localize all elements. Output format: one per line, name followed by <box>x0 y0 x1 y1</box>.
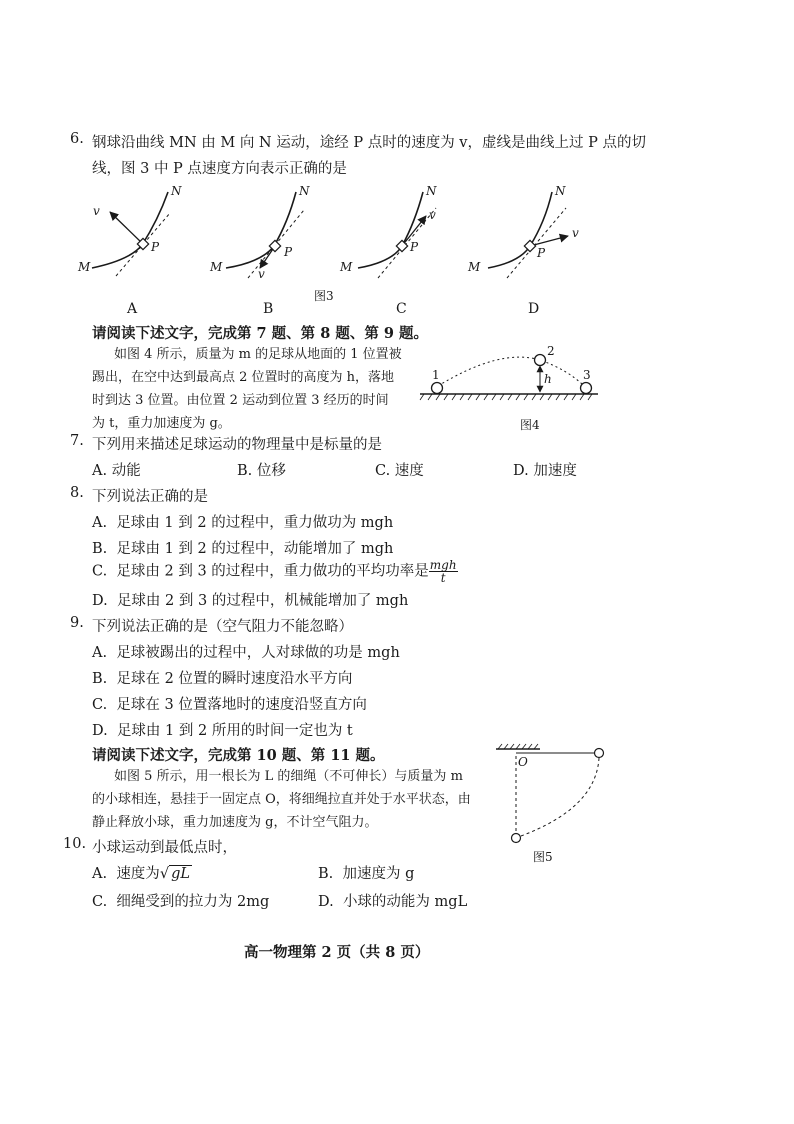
q10-option-a-text: 速度为 <box>116 866 160 882</box>
q8-option-b-text: 足球由 1 到 2 的过程中，动能增加了 mgh <box>116 541 394 557</box>
fig3-d-label-m: M <box>468 260 481 274</box>
q9-option-c-text: 足球在 3 位置落地时的速度沿竖直方向 <box>116 697 367 713</box>
fig3-a-label-m: M <box>78 260 91 274</box>
q7-option-a-text: 动能 <box>111 463 141 479</box>
fig3-d-label-n: N <box>555 184 566 198</box>
q7-option-a-key: A. <box>92 463 108 479</box>
fig4-label-2: 2 <box>547 344 555 358</box>
q9-option-a-text: 足球被踢出的过程中，人对球做的功是 mgh <box>116 645 400 661</box>
q10-option-b <box>318 862 414 883</box>
q6-stem-line1: 钢球沿曲线 MN 由 M 向 N 运动，途经 P 点时的速度为 v，虚线是曲线上过 P 点的切 <box>92 135 646 151</box>
intro-questions-10-11: 请阅读下述文字，完成第 10 题、第 11 题。 <box>92 747 385 764</box>
q7-option-c-key: C. <box>375 463 391 479</box>
fig3-option-a: A <box>127 301 138 317</box>
q10-option-b-key: B. <box>318 866 334 882</box>
q8-option-a-text: 足球由 1 到 2 的过程中，重力做功为 mgh <box>116 515 394 531</box>
passage4-line1: 如图 4 所示，质量为 m 的足球从地面的 1 位置被 <box>114 347 402 362</box>
intro-questions-7-9: 请阅读下述文字，完成第 7 题、第 8 题、第 9 题。 <box>92 325 429 342</box>
q8-option-d-key: D. <box>92 593 108 609</box>
fig3-c-label-v: v <box>429 208 436 222</box>
page-footer: 高一物理第 2 页（共 8 页） <box>244 944 430 961</box>
q9-option-c-key: C. <box>92 697 108 713</box>
fig3-option-b: B <box>263 301 274 317</box>
fig3-b-label-m: M <box>210 260 223 274</box>
fig3-d-label-v: v <box>572 226 579 240</box>
fig3-d-label-p: P <box>537 246 546 260</box>
q8-option-b-key: B. <box>92 541 108 557</box>
fig3-caption: 图3 <box>314 289 334 303</box>
q10-option-a-key: A. <box>92 866 108 882</box>
fig4-caption: 图4 <box>520 418 540 432</box>
fig3-a-label-n: N <box>171 184 182 198</box>
fig3-c-label-n: N <box>426 184 437 198</box>
q8-option-a-key: A. <box>92 515 108 531</box>
q10-option-d <box>318 890 467 911</box>
q10-option-d-key: D. <box>318 894 334 910</box>
q10-option-c <box>92 890 269 911</box>
q9-number: 9. <box>70 615 84 631</box>
q7-option-c-text: 速度 <box>394 463 424 479</box>
fig3-a-label-v: v <box>93 204 100 218</box>
q8-stem: 下列说法正确的是 <box>92 489 208 505</box>
fig3-c-label-p: P <box>410 240 419 254</box>
q8-option-c-numerator: mgh <box>429 558 457 572</box>
fig3-b-label-v: v <box>258 267 265 281</box>
q10-option-c-key: C. <box>92 894 108 910</box>
q8-option-c-denominator: t <box>440 571 446 585</box>
q10-option-a-radicand: gL <box>171 866 190 882</box>
q6-number: 6. <box>70 131 84 147</box>
q7-stem: 下列用来描述足球运动的物理量中是标量的是 <box>92 437 382 453</box>
q8-option-c-key: C. <box>92 563 108 580</box>
sqrt-symbol: √ <box>159 866 170 882</box>
q10-option-b-text: 加速度为 g <box>342 866 415 882</box>
q10-number: 10. <box>63 836 87 852</box>
q7-option-d-text: 加速度 <box>533 463 577 479</box>
q8-number: 8. <box>70 485 84 501</box>
q9-option-b-text: 足球在 2 位置的瞬时速度沿水平方向 <box>116 671 353 687</box>
q7-number: 7. <box>70 433 84 449</box>
passage5-line1: 如图 5 所示，用一根长为 L 的细绳（不可伸长）与质量为 m <box>114 769 463 784</box>
q9-option-d-key: D. <box>92 723 108 739</box>
q7-option-b-text: 位移 <box>256 463 286 479</box>
q9-option-b-key: B. <box>92 671 108 687</box>
passage5-line3: 静止释放小球，重力加速度为 g，不计空气阻力。 <box>92 815 378 830</box>
fig3-c-label-m: M <box>340 260 353 274</box>
fig5-label-o: O <box>518 755 528 769</box>
q7-option-b-key: B. <box>237 463 253 479</box>
fig4-label-1: 1 <box>432 368 440 382</box>
q8-option-c-text: 足球由 2 到 3 的过程中，重力做功的平均功率是 <box>116 563 429 580</box>
fig4-label-h: h <box>544 372 552 386</box>
fig3-option-c: C <box>396 301 407 317</box>
q8-option-d-text: 足球由 2 到 3 的过程中，机械能增加了 mgh <box>116 593 409 609</box>
q7-option-d-key: D. <box>513 463 529 479</box>
q10-stem: 小球运动到最低点时， <box>92 840 237 856</box>
fig3-option-d: D <box>528 301 540 317</box>
passage4-line4: 为 t，重力加速度为 g。 <box>92 416 231 431</box>
q6-stem-line2: 线，图 3 中 P 点速度方向表示正确的是 <box>92 161 347 177</box>
q9-stem: 下列说法正确的是（空气阻力不能忽略） <box>92 619 353 635</box>
fig5-caption: 图5 <box>533 850 553 864</box>
q10-option-d-text: 小球的动能为 mgL <box>342 894 468 910</box>
fig3-a-label-p: P <box>151 240 160 254</box>
fig3-b-label-n: N <box>299 184 310 198</box>
q10-option-c-text: 细绳受到的拉力为 2mg <box>116 894 270 910</box>
q10-option-a <box>92 862 192 883</box>
q9-option-a-key: A. <box>92 645 108 661</box>
q9-option-d-text: 足球由 1 到 2 所用的时间一定也为 t <box>116 723 353 739</box>
fig3-b-label-p: P <box>284 245 293 259</box>
passage5-line2: 的小球相连，悬挂于一固定点 O，将细绳拉直并处于水平状态，由 <box>92 792 471 807</box>
passage4-line2: 踢出，在空中达到最高点 2 位置时的高度为 h，落地 <box>92 370 395 385</box>
fig4-label-3: 3 <box>583 368 591 382</box>
passage4-line3: 时到达 3 位置。由位置 2 运动到位置 3 经历的时间 <box>92 393 389 408</box>
